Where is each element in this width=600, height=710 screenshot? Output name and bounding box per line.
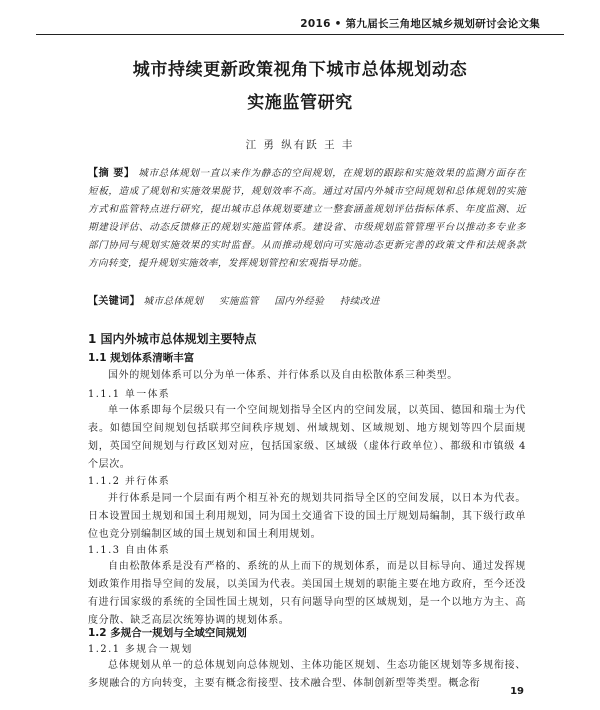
section-1-1-heading: 1.1 规划体系清晰丰富	[88, 352, 195, 364]
paragraph-1-1-intro: 国外的规划体系可以分为单一体系、并行体系以及自由松散体系三种类型。	[108, 370, 458, 381]
abstract	[88, 165, 526, 273]
section-1-1-2-heading: 1.1.2 并行体系	[88, 476, 171, 487]
section-1-2-heading: 1.2 多规合一规划与全域空间规划	[88, 627, 247, 639]
section-1-heading: 1 国内外城市总体规划主要特点	[88, 332, 257, 346]
page-number: 19	[510, 686, 524, 697]
paragraph-1-1-2: 并行体系是同一个层面有两个相互补充的规划共同指导全区的空间发展，以日本为代表。日本设置国土规划和国土利用规划，同为国土交通省下设的国土厅规划局编制，其下级行政单位也竞分别编制区域的国土规划和国土利用规划。	[88, 493, 526, 540]
keyword: 持续改进	[339, 296, 380, 307]
keyword: 城市总体规划	[143, 296, 204, 307]
paragraph-1-1-1: 单一体系即每个层级只有一个空间规划指导全区内的空间发展，以英国、德国和瑞士为代表。如德国空间规划包括联邦空间秩序规划、州域规划、区域规划、地方规划等四个层面规划，英国空间规划与行政区划对应，包括国家级、区域级（虚体行政单位）、都级和市镇级 4 个层次。	[88, 405, 526, 470]
keywords	[88, 292, 526, 307]
header-rule	[36, 34, 564, 35]
section-1-2-1-heading: 1.2.1 多规合一规划	[88, 644, 193, 655]
paper-title-line-1: 城市持续更新政策视角下城市总体规划动态	[132, 60, 468, 80]
section-1-1-1-heading: 1.1.1 单一体系	[88, 389, 171, 400]
paper-title-line-2: 实施监管研究	[247, 93, 353, 113]
abstract-label: 【摘 要】	[88, 168, 135, 179]
authors: 江 勇 纵有跃 王 丰	[245, 139, 355, 151]
section-1-1-3-heading: 1.1.3 自由体系	[88, 545, 171, 556]
paragraph-1-2-1: 总体规划从单一的总体规划向总体规划、主体功能区规划、生态功能区规划等多规衔接、多规融合的方向转变，主要有概念衔接型、技术融合型、体制创新型等类型。概念衔	[88, 660, 526, 689]
abstract-text: 城市总体规划一直以来作为静态的空间规划，在规划的跟踪和实施效果的监测方面存在短板，造成了规划和实施效果脱节，规划效率不高。通过对国内外城市空间规划和总体规划的实施方式和监管特点进行研究，提出城市总体规划要建立一整套涵盖规划评估指标体系、年度监测、近期建设评估、动态反馈修正的规划实施监管体系。建设省、市级规划监管管理平台以推动多专业多部门协同与规划实施效果的实时监督。从而推动规划向可实施动态更新完善的政策文件和法规条款方向转变，提升规划实施效率，发挥规划管控和宏观指导功能。	[88, 168, 526, 269]
keyword: 国内外经验	[274, 296, 325, 307]
keywords-label: 【关键词】	[88, 296, 140, 307]
keyword: 实施监管	[218, 296, 259, 307]
paragraph-1-1-3: 自由松散体系是没有严格的、系统的从上而下的规划体系，而是以目标导向、通过发挥规划政策作用指导空间的发展，以美国为代表。美国国土规划的职能主要在地方政府，至今还没有进行国家级的系统的全国性国土规划，只有问题导向型的区域规划，是一个以地方为主、高度分散、缺乏高层次统筹协调的规划体系。	[88, 561, 526, 626]
running-header: 2016 • 第九届长三角地区城乡规划研讨会论文集	[300, 18, 540, 30]
